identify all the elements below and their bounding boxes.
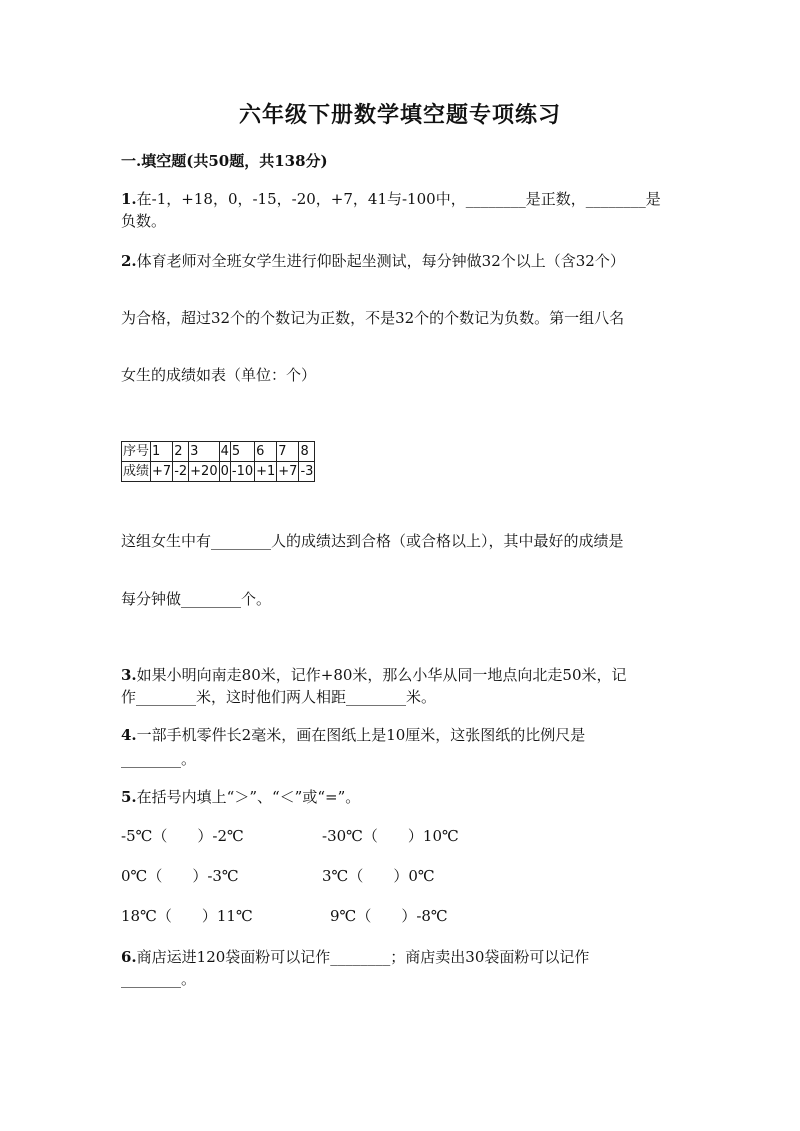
question-6-number: 6. bbox=[121, 948, 137, 966]
question-4-number: 4. bbox=[121, 726, 137, 744]
table-cell: 4 bbox=[219, 442, 230, 462]
question-2-line-2: 为合格，超过32个的个数记为正数，不是32个的个数记为负数。第一组八名 bbox=[121, 309, 625, 327]
table-cell: 5 bbox=[230, 442, 254, 462]
question-2-line-4: 这组女生中有________人的成绩达到合格（或合格以上），其中最好的成绩是 bbox=[121, 532, 624, 550]
question-5-line-1 bbox=[121, 786, 360, 807]
table-cell: +1 bbox=[255, 462, 277, 482]
question-6-text: 商店运进120袋面粉可以记作________；商店卖出30袋面粉可以记作 bbox=[136, 948, 590, 966]
table-cell: 7 bbox=[277, 442, 299, 462]
question-3-line-1 bbox=[121, 664, 627, 685]
table-cell: 6 bbox=[255, 442, 277, 462]
question-2-text: 体育老师对全班女学生进行仰卧起坐测试，每分钟做32个以上（含32个） bbox=[136, 252, 625, 270]
question-1-line-2: 负数。 bbox=[121, 212, 167, 230]
table-cell: -3 bbox=[299, 462, 315, 482]
question-1-line-1 bbox=[121, 188, 661, 209]
comparison-item: 0℃（ ）-3℃ bbox=[121, 867, 239, 885]
table-cell: +7 bbox=[151, 462, 173, 482]
question-4-text: 一部手机零件长2毫米，画在图纸上是10厘米，这张图纸的比例尺是 bbox=[136, 726, 586, 744]
comparison-item: 3℃（ ）0℃ bbox=[322, 867, 435, 885]
question-1-text: 在-1，+18，0，-15，-20，+7，41与-100中，________是正数，________是 bbox=[136, 190, 661, 208]
table-cell: -10 bbox=[230, 462, 254, 482]
table-cell: 3 bbox=[189, 442, 219, 462]
table-row-header: 成绩 bbox=[122, 462, 151, 482]
table-cell: -2 bbox=[173, 462, 189, 482]
question-1-number: 1. bbox=[121, 190, 137, 208]
question-3-line-2: 作________米，这时他们两人相距________米。 bbox=[121, 688, 437, 706]
score-table bbox=[121, 441, 315, 482]
question-3-text: 如果小明向南走80米，记作+80米，那么小华从同一地点向北走50米，记 bbox=[136, 666, 627, 684]
comparison-item: -30℃（ ）10℃ bbox=[322, 827, 459, 845]
section-heading: 一.填空题(共50题，共138分) bbox=[121, 152, 328, 170]
table-cell: 8 bbox=[299, 442, 315, 462]
question-6-line-2: ________。 bbox=[121, 970, 197, 988]
table-cell: +20 bbox=[189, 462, 219, 482]
table-row-index bbox=[122, 442, 315, 462]
table-cell: +7 bbox=[277, 462, 299, 482]
question-2-number: 2. bbox=[121, 252, 137, 270]
comparison-item: 9℃（ ）-8℃ bbox=[330, 907, 448, 925]
page-title: 六年级下册数学填空题专项练习 bbox=[238, 102, 561, 128]
question-2-line-1 bbox=[121, 250, 625, 271]
question-2-line-5: 每分钟做________个。 bbox=[121, 590, 272, 608]
question-4-line-2: ________。 bbox=[121, 750, 197, 768]
comparison-item: 18℃（ ）11℃ bbox=[121, 907, 253, 925]
comparison-item: -5℃（ ）-2℃ bbox=[121, 827, 244, 845]
question-5-number: 5. bbox=[121, 788, 137, 806]
question-3-number: 3. bbox=[121, 666, 137, 684]
table-cell: 1 bbox=[151, 442, 173, 462]
table-row-score bbox=[122, 462, 315, 482]
question-6-line-1 bbox=[121, 946, 589, 967]
table-row-header: 序号 bbox=[122, 442, 151, 462]
question-5-text: 在括号内填上“＞”、“＜”或“=”。 bbox=[136, 788, 361, 806]
question-2-line-3: 女生的成绩如表（单位：个） bbox=[121, 366, 317, 384]
question-4-line-1 bbox=[121, 724, 585, 745]
table-cell: 0 bbox=[219, 462, 230, 482]
table-cell: 2 bbox=[173, 442, 189, 462]
